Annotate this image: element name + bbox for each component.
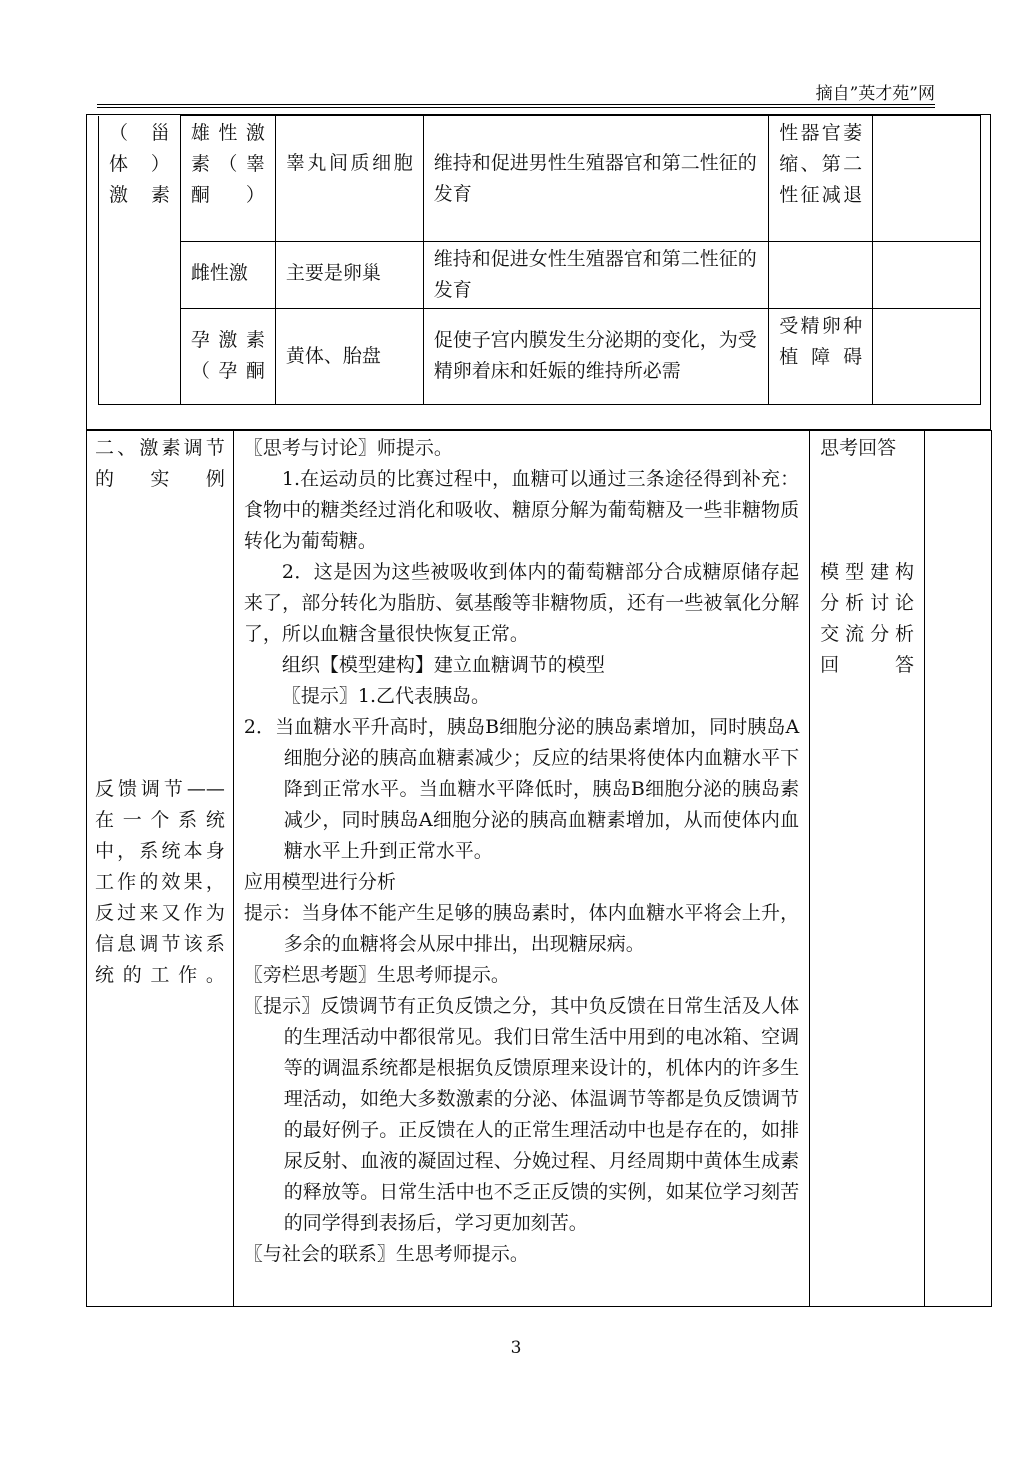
hormone-function: 维持和促进女性生殖器官和第二性征的发育 bbox=[423, 242, 769, 309]
content-line: 1.在运动员的比赛过程中，血糖可以通过三条途径得到补充：食物中的糖类经过消化和吸收、糖原分解为葡萄糖及一些非糖物质转化为葡萄糖。 bbox=[243, 468, 800, 552]
content-line: 〖思考与讨论〗师提示。 bbox=[243, 437, 453, 459]
teacher-content bbox=[233, 431, 809, 1307]
hormone-function: 维持和促进男性生殖器官和第二性征的发育 bbox=[423, 116, 769, 242]
hormone-name: 孕激素（孕酮 bbox=[180, 309, 275, 405]
hormone-source: 睾丸间质细胞 bbox=[275, 116, 423, 242]
section-column bbox=[87, 431, 234, 1307]
hormone-source: 主要是卵巢 bbox=[275, 242, 423, 309]
hormone-function: 促使子宫内膜发生分泌期的变化，为受精卵着床和妊娠的维持所必需 bbox=[423, 309, 769, 405]
lesson-table bbox=[86, 430, 992, 1307]
hormone-extra bbox=[873, 309, 981, 405]
hormone-deficiency: 受精卵种植障碍 bbox=[769, 309, 873, 405]
hormone-deficiency bbox=[769, 242, 873, 309]
student-activity-1: 思考回答 bbox=[820, 437, 897, 459]
hormone-table bbox=[98, 115, 981, 405]
notes-column bbox=[925, 431, 992, 1307]
content-line: 提示：当身体不能产生足够的胰岛素时，体内血糖水平将会上升，多余的血糖将会从尿中排出，出现糖尿病。 bbox=[243, 902, 800, 955]
content-line: 〖旁栏思考题〗生思考师提示。 bbox=[243, 964, 510, 986]
content-line: 2．这是因为这些被吸收到体内的葡萄糖部分合成糖原储存起来了，部分转化为脂肪、氨基酸等非糖物质，还有一些被氧化分解了，所以血糖含量很快恢复正常。 bbox=[243, 561, 800, 645]
content-line: 〖提示〗反馈调节有正负反馈之分，其中负反馈在日常生活及人体的生理活动中都很常见。我们日常生活中用到的电冰箱、空调等的调温系统都是根据负反馈原理来设计的，机体内的许多生理活动，如绝大多数激素的分泌、体温调节等都是负反馈调节的最好例子。正反馈在人的正常生理活动中也是存在的，如排尿反射、血液的凝固过程、分娩过程、月经周期中黄体生成素的释放等。日常生活中也不乏正反馈的实例，如某位学习刻苦的同学得到表扬后，学习更加刻苦。 bbox=[243, 995, 800, 1234]
content-line: 2．当血糖水平升高时，胰岛B细胞分泌的胰岛素增加，同时胰岛A细胞分泌的胰高血糖素减少；反应的结果将使体内血糖水平下降到正常水平。当血糖水平降低时，胰岛B细胞分泌的胰岛素减少，同时胰岛A细胞分泌的胰高血糖素增加，从而使体内血糖水平上升到正常水平。 bbox=[243, 716, 800, 862]
page-number: 3 bbox=[510, 1338, 522, 1358]
hormone-name: 雌性激 bbox=[180, 242, 275, 309]
header-source: 摘自”英才苑”网 bbox=[815, 84, 935, 104]
header-rule bbox=[97, 107, 935, 108]
hormone-name: 雄性激素（睾酮） bbox=[180, 116, 275, 242]
content-line: 应用模型进行分析 bbox=[243, 871, 396, 893]
content-line: 〖与社会的联系〗生思考师提示。 bbox=[243, 1243, 529, 1265]
hormone-table-frame bbox=[86, 114, 991, 430]
content-line: 组织【模型建构】建立血糖调节的模型 bbox=[281, 654, 605, 676]
hormone-deficiency: 性器官萎缩、第二性征减退 bbox=[769, 116, 873, 242]
section-title: 二、激素调节的实例 bbox=[95, 437, 225, 490]
hormone-extra bbox=[873, 116, 981, 242]
hormone-extra bbox=[873, 242, 981, 309]
hormone-category: （ 甾 体 ） 激素 bbox=[99, 116, 181, 405]
feedback-definition: 反馈调节——在一个系统中，系统本身工作的效果，反过来又作为信息调节该系统的工作。 bbox=[95, 778, 225, 986]
student-activity-2: 模型建构分析讨论交流分析回答 bbox=[820, 561, 915, 676]
content-line: 〖提示〗1.乙代表胰岛。 bbox=[281, 685, 490, 707]
hormone-source: 黄体、胎盘 bbox=[275, 309, 423, 405]
student-column bbox=[810, 431, 925, 1307]
page-header bbox=[97, 84, 935, 105]
